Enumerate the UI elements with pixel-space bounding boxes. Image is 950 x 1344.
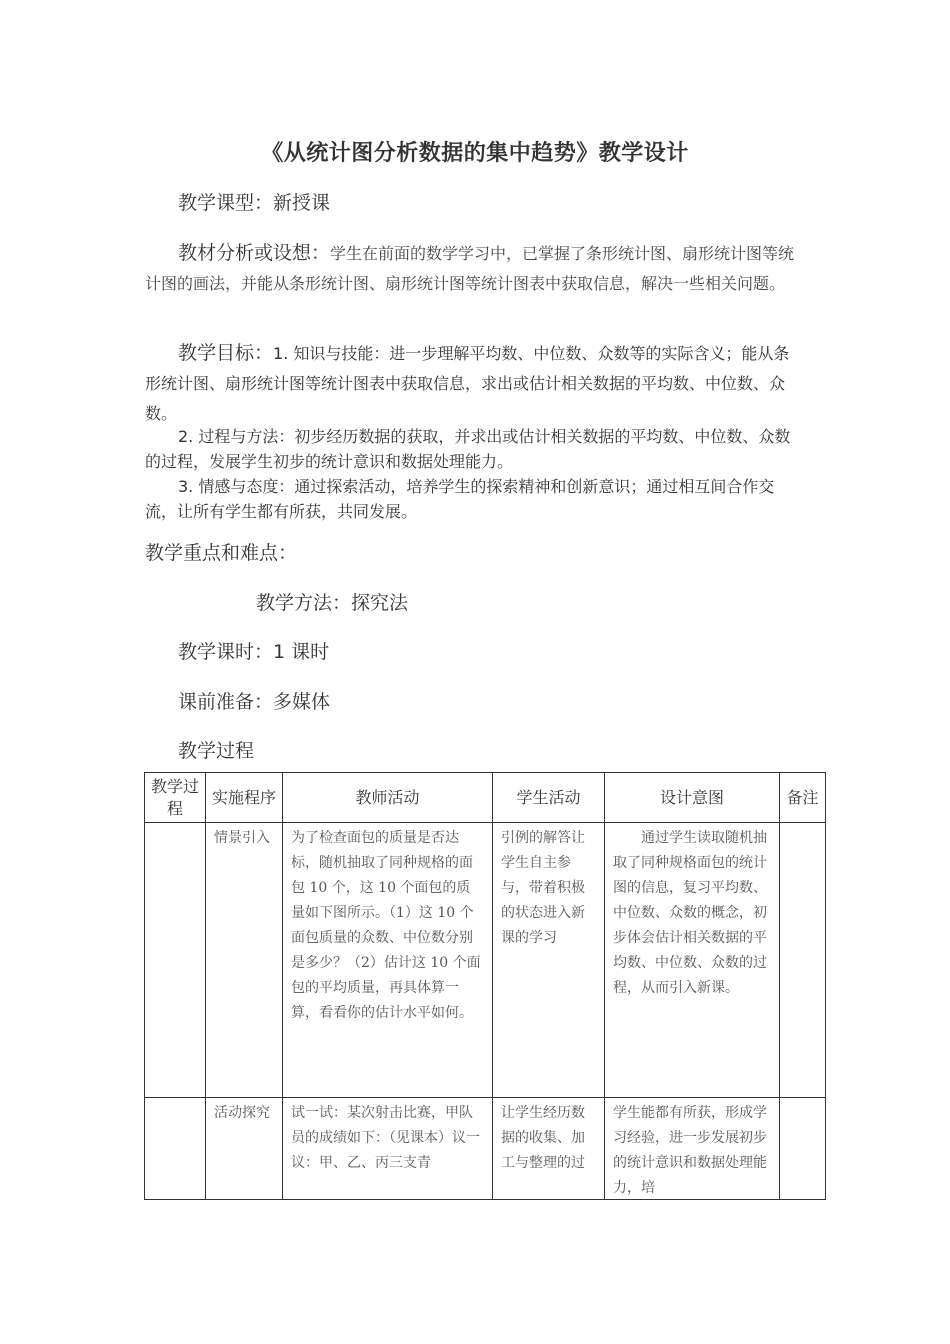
teaching-process-table	[144, 772, 826, 1200]
header-note: 备注	[780, 773, 826, 823]
cell-step: 活动探究	[214, 1105, 270, 1121]
table-header-row	[145, 773, 826, 823]
process-heading: 教学过程	[178, 740, 255, 762]
cell-step: 情景引入	[214, 830, 270, 846]
document-title: 《从统计图分析数据的集中趋势》教学设计	[261, 141, 689, 166]
cell-stage	[145, 1098, 205, 1199]
class-hours: 教学课时：1 课时	[178, 641, 330, 663]
cell-teacher: 试一试：某次射击比赛，甲队员的成绩如下：（见课本）议一议：甲、乙、丙三支青	[291, 1105, 480, 1171]
goals-label: 教学目标：	[178, 342, 274, 364]
cell-intent: 通过学生读取随机抽取了同种规格面包的统计图的信息，复习平均数、中位数、众数的概念，初步体会估计相关数据的平均数、中位数、众数的过程，从而引入新课。	[613, 830, 767, 996]
cell-stage	[145, 823, 205, 826]
cell-teacher: 为了检查面包的质量是否达标，随机抽取了同种规格的面包 10 个，这 10 个面包的质量如下图所示。（1）这 10 个面包质量的众数、中位数分别是多少？（2）估计这 10 个面包的平均质量，再具体算一算，看看你的估计水平如何。	[291, 830, 481, 1021]
goal-3: 3. 情感与态度：通过探索活动，培养学生的探索精神和创新意识；通过相互间合作交流，让所有学生都有所获，共同发展。	[145, 477, 775, 521]
cell-student: 让学生经历数据的收集、加工与整理的过	[501, 1105, 585, 1171]
goal-2: 2. 过程与方法：初步经历数据的获取，并求出或估计相关数据的平均数、中位数、众数的过程，发展学生初步的统计意识和数据处理能力。	[145, 427, 791, 471]
cell-note	[780, 823, 825, 826]
table-row	[145, 1098, 826, 1200]
header-intent: 设计意图	[605, 773, 780, 823]
cell-note	[780, 1098, 825, 1199]
lesson-type-value: 新授课	[273, 192, 331, 214]
lesson-type-label: 教学课型：	[178, 192, 274, 214]
analysis-text: 学生在前面的数学学习中，已掌握了条形统计图、扇形统计图等统计图的画法，并能从条形统计图、扇形统计图等统计图表中获取信息，解决一些相关问题。	[145, 244, 795, 293]
analysis-label: 教材分析或设想：	[178, 242, 331, 264]
header-stage: 教学过程	[145, 773, 206, 823]
header-student: 学生活动	[493, 773, 605, 823]
key-points-heading: 教学重点和难点：	[145, 542, 298, 564]
cell-intent: 学生能都有所获，形成学习经验，进一步发展初步的统计意识和数据处理能力，培	[613, 1105, 767, 1196]
preparation: 课前准备：多媒体	[178, 691, 331, 713]
goal-1: 1. 知识与技能：进一步理解平均数、中位数、众数等的实际含义；能从条形统计图、扇形统计图等统计图表中获取信息，求出或估计相关数据的平均数、中位数、众数。	[145, 344, 790, 423]
cell-student: 引例的解答让学生自主参与，带着积极的状态进入新课的学习	[501, 830, 585, 946]
analysis-paragraph	[145, 238, 805, 299]
table-row	[145, 823, 826, 1098]
lesson-type	[178, 188, 330, 215]
goals-paragraph	[145, 338, 805, 429]
teaching-method: 教学方法：探究法	[256, 592, 409, 614]
header-teacher: 教师活动	[283, 773, 493, 823]
header-step: 实施程序	[206, 773, 283, 823]
